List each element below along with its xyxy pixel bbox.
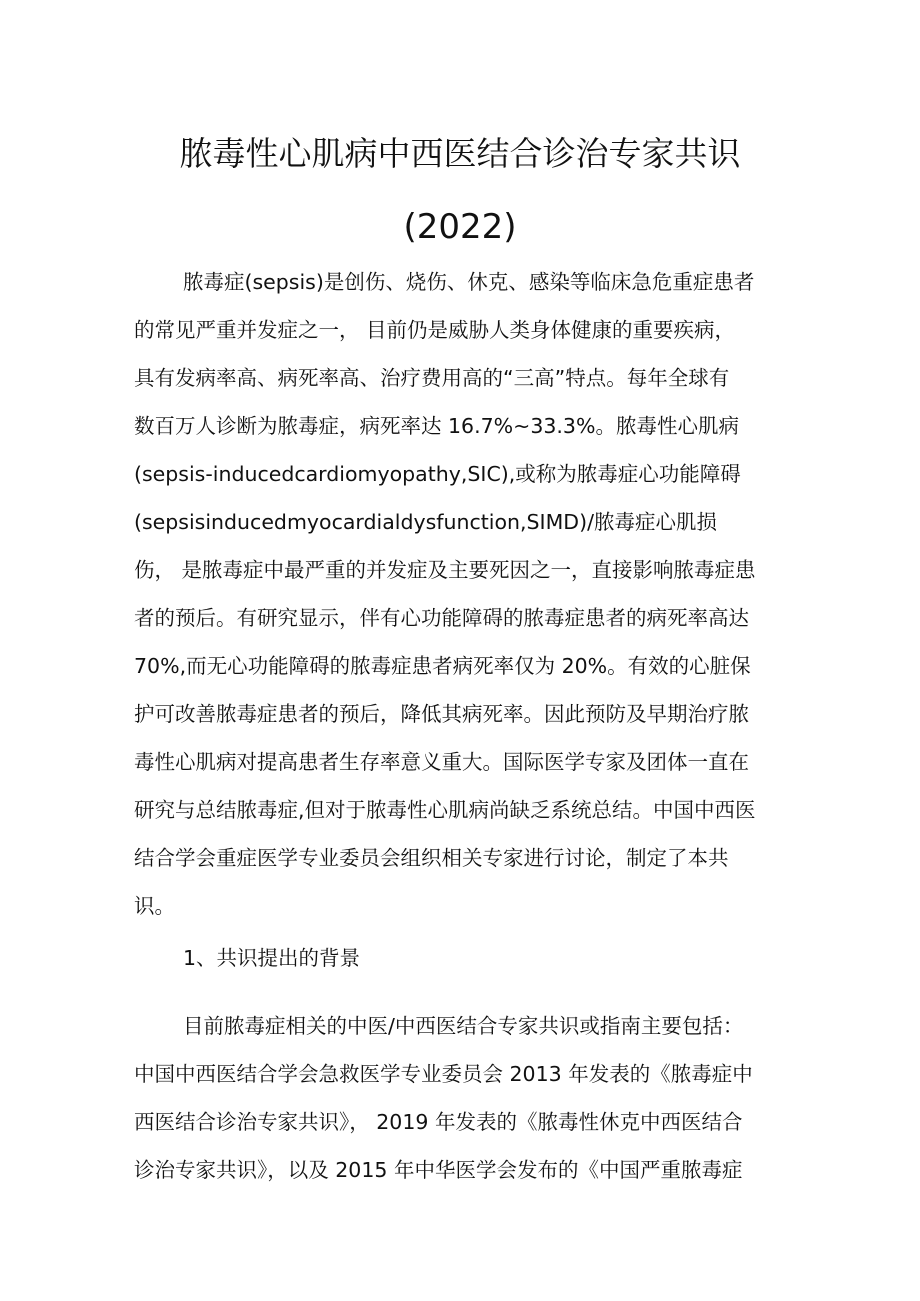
paragraph-line: 研究与总结脓毒症,但对于脓毒性心肌病尚缺乏系统总结。中国中西医 — [134, 798, 756, 822]
paragraph-line: (sepsisinducedmyocardialdysfunction,SIMD)/脓毒症心肌损 — [134, 510, 717, 534]
paragraph-line: (sepsis-inducedcardiomyopathy,SIC),或称为脓毒症心功能障碍 — [134, 462, 741, 486]
paragraph-line: 数百万人诊断为脓毒症，病死率达 16.7%~33.3%。脓毒性心肌病 — [134, 414, 739, 438]
paragraph-line: 中国中西医结合学会急救医学专业委员会 2013 年发表的《脓毒症中 — [134, 1062, 753, 1086]
paragraph-line: 西医结合诊治专家共识》， 2019 年发表的《脓毒性休克中西医结合 — [134, 1110, 743, 1134]
section-heading: 1、共识提出的背景 — [183, 946, 361, 970]
paragraph-line: 伤， 是脓毒症中最严重的并发症及主要死因之一，直接影响脓毒症患 — [134, 558, 756, 582]
paragraph-line: 毒性心肌病对提高患者生存率意义重大。国际医学专家及团体一直在 — [134, 750, 749, 774]
document-title-year: (2022) — [403, 207, 517, 247]
paragraph-line: 护可改善脓毒症患者的预后，降低其病死率。因此预防及早期治疗脓 — [134, 702, 749, 726]
document-title: 脓毒性心肌病中西医结合诊治专家共识 — [179, 134, 741, 173]
paragraph-line: 脓毒症(sepsis)是创伤、烧伤、休克、感染等临床急危重症患者 — [183, 270, 755, 294]
paragraph-line: 的常见严重并发症之一， 目前仍是威胁人类身体健康的重要疾病， — [134, 318, 736, 342]
paragraph-line: 者的预后。有研究显示，伴有心功能障碍的脓毒症患者的病死率高达 — [134, 606, 749, 630]
paragraph-line: 具有发病率高、病死率高、治疗费用高的“三高”特点。每年全球有 — [134, 366, 730, 390]
paragraph-line: 诊治专家共识》，以及 2015 年中华医学会发布的《中国严重脓毒症 — [134, 1158, 743, 1182]
paragraph-line: 结合学会重症医学专业委员会组织相关专家进行讨论，制定了本共 — [134, 846, 729, 870]
paragraph-line: 70%,而无心功能障碍的脓毒症患者病死率仅为 20%。有效的心脏保 — [134, 654, 751, 678]
paragraph-line: 识。 — [134, 894, 175, 918]
paragraph-line: 目前脓毒症相关的中医/中西医结合专家共识或指南主要包括： — [183, 1014, 744, 1038]
